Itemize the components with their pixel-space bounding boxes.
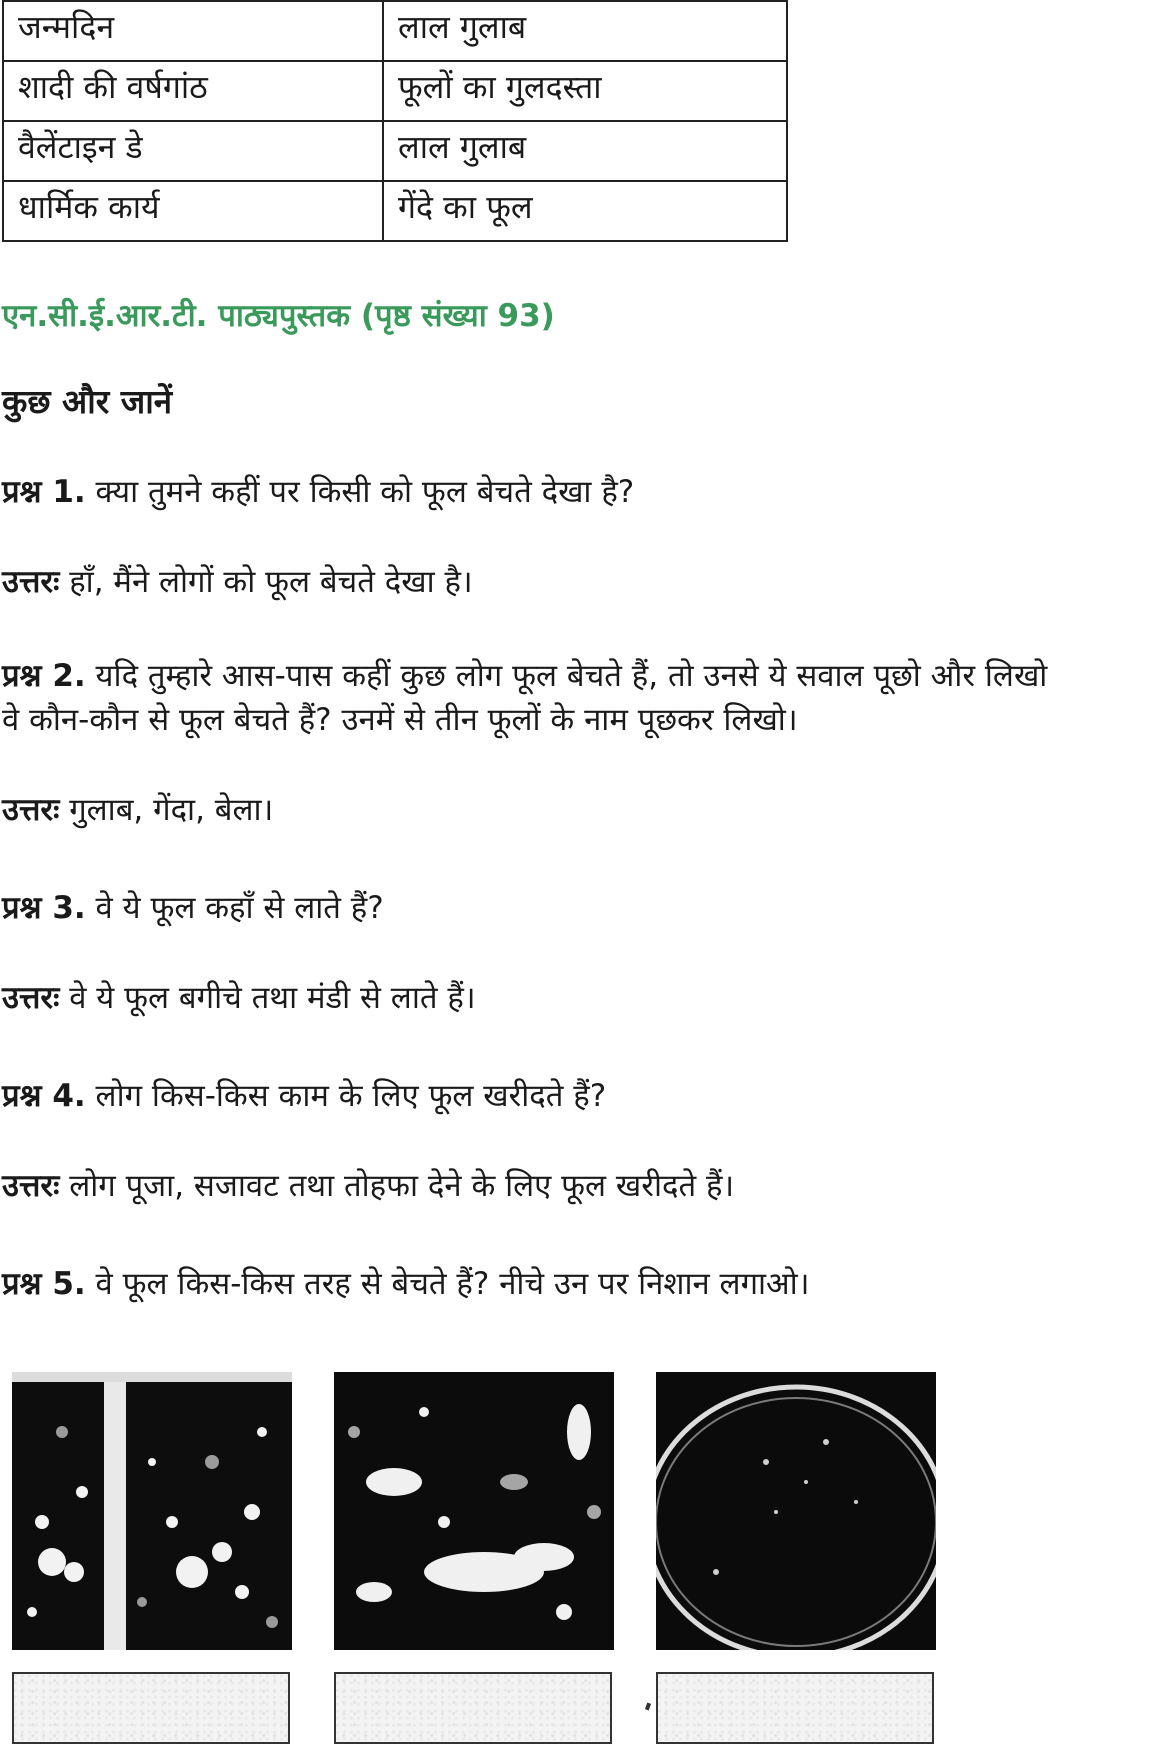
question-label: प्रश्न 1. [2, 474, 86, 510]
question-text: वे ये फूल कहाँ से लाते हैं? [85, 890, 384, 926]
answer-label: उत्तरः [2, 792, 60, 828]
question-text: क्या तुमने कहीं पर किसी को फूल बेचते देखा है? [85, 474, 635, 510]
table-cell-flower: लाल गुलाब [383, 121, 787, 181]
question-label: प्रश्न 3. [2, 890, 86, 926]
question-2 [2, 654, 1047, 698]
answer-label: उत्तरः [2, 1168, 60, 1204]
answer-box-3[interactable] [656, 1672, 934, 1744]
answer-3 [2, 976, 476, 1020]
table-cell-flower: फूलों का गुलदस्ता [383, 61, 787, 121]
answer-4 [2, 1164, 734, 1208]
question-label: प्रश्न 2. [2, 658, 86, 694]
answer-text: गुलाब, गेंदा, बेला। [59, 792, 274, 828]
question-label: प्रश्न 4. [2, 1078, 86, 1114]
flower-stall-photo [12, 1372, 292, 1650]
occasion-flower-table [2, 0, 788, 242]
question-3 [2, 886, 384, 930]
answer-label: उत्तरः [2, 564, 60, 600]
flower-tray-photo [656, 1372, 936, 1650]
question-label: प्रश्न 5. [2, 1266, 86, 1302]
answer-2 [2, 788, 273, 832]
answer-text: हाँ, मैंने लोगों को फूल बेचते देखा है। [59, 564, 473, 600]
table-row [3, 61, 787, 121]
table-row [3, 121, 787, 181]
table-cell-occasion: वैलेंटाइन डे [3, 121, 383, 181]
question-text: यदि तुम्हारे आस-पास कहीं कुछ लोग फूल बेचते हैं, तो उनसे ये सवाल पूछो और लिखो [85, 658, 1048, 694]
answer-box-2[interactable] [334, 1672, 612, 1744]
stray-mark [645, 1703, 651, 1711]
table-cell-flower: लाल गुलाब [383, 1, 787, 61]
question-text: वे फूल किस-किस तरह से बेचते हैं? नीचे उन पर निशान लगाओ। [85, 1266, 810, 1302]
answer-box-1[interactable] [12, 1672, 290, 1744]
answer-text: लोग पूजा, सजावट तथा तोहफा देने के लिए फूल खरीदते हैं। [59, 1168, 735, 1204]
answer-text: वे ये फूल बगीचे तथा मंडी से लाते हैं। [59, 980, 476, 1016]
question-4 [2, 1074, 606, 1118]
question-text: लोग किस-किस काम के लिए फूल खरीदते हैं? [85, 1078, 607, 1114]
question-1 [2, 470, 634, 514]
question-2-continued: वे कौन-कौन से फूल बेचते हैं? उनमें से तीन फूलों के नाम पूछकर लिखो। [2, 702, 798, 738]
table-cell-flower: गेंदे का फूल [383, 181, 787, 241]
answer-1 [2, 560, 473, 604]
subheading: कुछ और जानें [2, 382, 173, 421]
table-row [3, 181, 787, 241]
table-cell-occasion: जन्मदिन [3, 1, 383, 61]
answer-label: उत्तरः [2, 980, 60, 1016]
section-title: एन.सी.ई.आर.टी. पाठ्यपुस्तक (पृष्ठ संख्या 93) [2, 298, 555, 334]
table-cell-occasion: धार्मिक कार्य [3, 181, 383, 241]
question-5 [2, 1262, 810, 1306]
table-row [3, 1, 787, 61]
table-cell-occasion: शादी की वर्षगांठ [3, 61, 383, 121]
flower-basket-photo [334, 1372, 614, 1650]
